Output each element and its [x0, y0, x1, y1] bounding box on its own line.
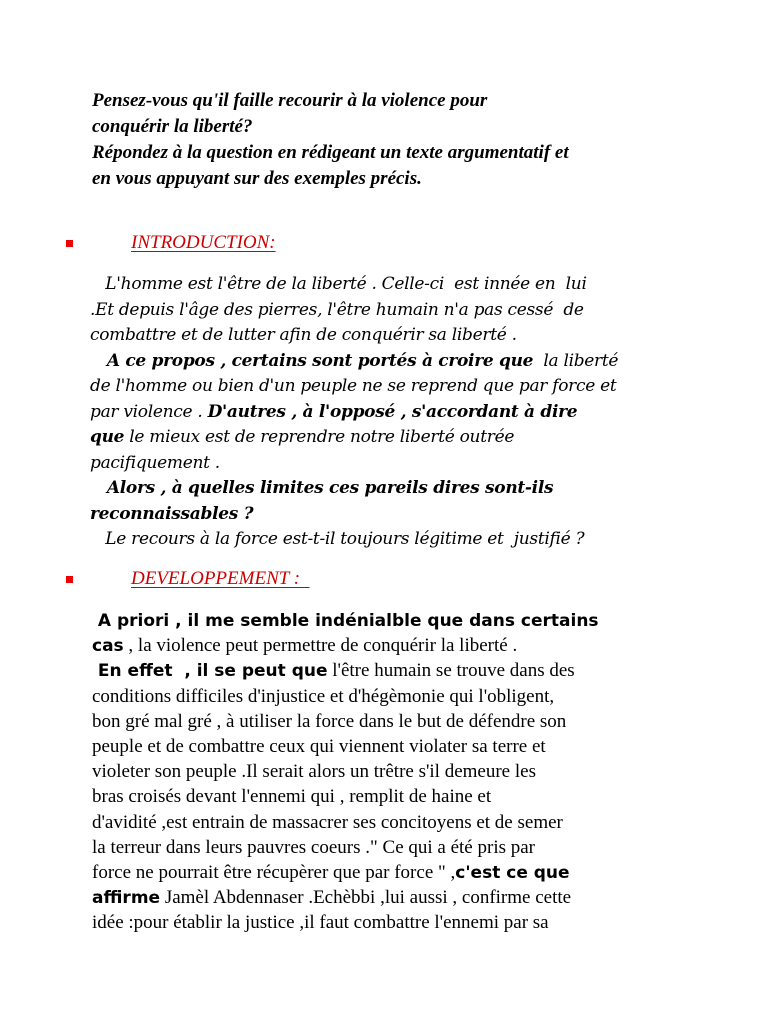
introduction-paragraph	[90, 272, 710, 553]
square-bullet-icon	[66, 240, 73, 247]
text-run: conditions difficiles d'injustice et d'hégèmonie qui l'obligent,	[92, 685, 555, 707]
prompt-line: conquérir la liberté?	[92, 116, 253, 137]
text-run: la liberté	[533, 350, 619, 371]
text-line	[92, 835, 692, 860]
text-run: bras croisés devant l'ennemi qui , remplit de haine et	[92, 786, 492, 808]
text-line	[92, 910, 692, 935]
bold-run: cas	[92, 636, 124, 657]
text-line	[90, 451, 710, 477]
text-line	[90, 323, 710, 349]
text-run: peuple et de combattre ceux qui viennent violater sa terre et	[92, 735, 546, 757]
prompt-line: Pensez-vous qu'il faille recourir à la violence pour	[92, 90, 488, 111]
text-line	[90, 527, 710, 553]
text-run: .Et depuis l'âge des pierres, l'être humain n'a pas cessé de	[90, 299, 584, 320]
text-line	[92, 684, 692, 709]
text-line	[92, 734, 692, 759]
introduction-heading: INTRODUCTION:	[131, 232, 276, 253]
developpement-heading-row	[66, 566, 466, 592]
bold-run: reconnaissables ?	[90, 503, 254, 524]
text-line	[90, 272, 710, 298]
text-run: la terreur dans leurs pauvres coeurs ." Ce qui a été pris par	[92, 836, 536, 858]
bold-run: que	[90, 427, 125, 447]
text-run: d'avidité ,est entrain de massacrer ses concitoyens et de semer	[92, 811, 563, 833]
bold-run: Alors , à quelles limites ces pareils dires sont-ils	[90, 478, 554, 498]
text-run: combattre et de lutter afin de conquérir sa liberté .	[90, 325, 517, 345]
text-run: violeter son peuple .Il serait alors un trêtre s'il demeure les	[92, 761, 536, 783]
text-run: par violence .	[90, 401, 208, 422]
bold-run: D'autres , à l'opposé , s'accordant à dire	[207, 401, 578, 422]
text-run: L'homme est l'être de la liberté . Celle-ci est innée en lui	[90, 274, 587, 294]
prompt-line: en vous appuyant sur des exemples précis.	[92, 168, 422, 189]
text-line	[90, 349, 710, 375]
text-line	[92, 608, 692, 633]
bold-run: A ce propos , certains sont portés à croire que	[90, 350, 534, 371]
text-run: le mieux est de reprendre notre liberté outrée	[124, 427, 515, 447]
text-line	[92, 709, 692, 734]
text-run: l'être humain se trouve dans des	[327, 660, 575, 682]
text-line	[92, 810, 692, 835]
text-line	[92, 860, 692, 885]
text-line	[90, 298, 710, 324]
text-line	[92, 759, 692, 784]
bold-run: affirme	[92, 888, 161, 909]
text-run: idée :pour établir la justice ,il faut combattre l'ennemi par sa	[92, 912, 549, 934]
essay-prompt	[92, 88, 712, 192]
text-line	[92, 784, 692, 809]
developpement-paragraph	[92, 608, 692, 935]
text-line	[90, 425, 710, 451]
square-bullet-icon	[66, 576, 73, 583]
prompt-line: Répondez à la question en rédigeant un texte argumentatif et	[92, 142, 569, 163]
text-line	[92, 633, 692, 658]
text-run: bon gré mal gré , à utiliser la force dans le but de défendre son	[92, 710, 567, 732]
text-line	[92, 885, 692, 910]
developpement-heading: DEVELOPPEMENT :	[131, 568, 310, 589]
text-run: force ne pourrait être récupèrer que par force " ,	[92, 861, 456, 883]
text-line	[90, 476, 710, 502]
text-run: , la violence peut permettre de conquérir la liberté .	[123, 635, 518, 657]
text-run: pacifiquement .	[90, 452, 220, 473]
bold-run: c'est ce que	[455, 862, 570, 883]
text-run: de l'homme ou bien d'un peuple ne se reprend que par force et	[90, 376, 617, 396]
text-line	[92, 658, 692, 683]
bold-run: En effet , il se peut que	[92, 661, 328, 682]
introduction-heading-row	[66, 230, 466, 256]
text-run: Le recours à la force est-t-il toujours légitime et justifié ?	[90, 529, 585, 549]
text-line	[90, 374, 710, 400]
bold-run: A priori , il me semble indénialble que dans certains	[92, 611, 599, 631]
text-line	[90, 502, 710, 528]
text-line	[90, 400, 710, 426]
text-run: Jamèl Abdennaser .Echèbbi ,lui aussi , confirme cette	[160, 887, 572, 909]
